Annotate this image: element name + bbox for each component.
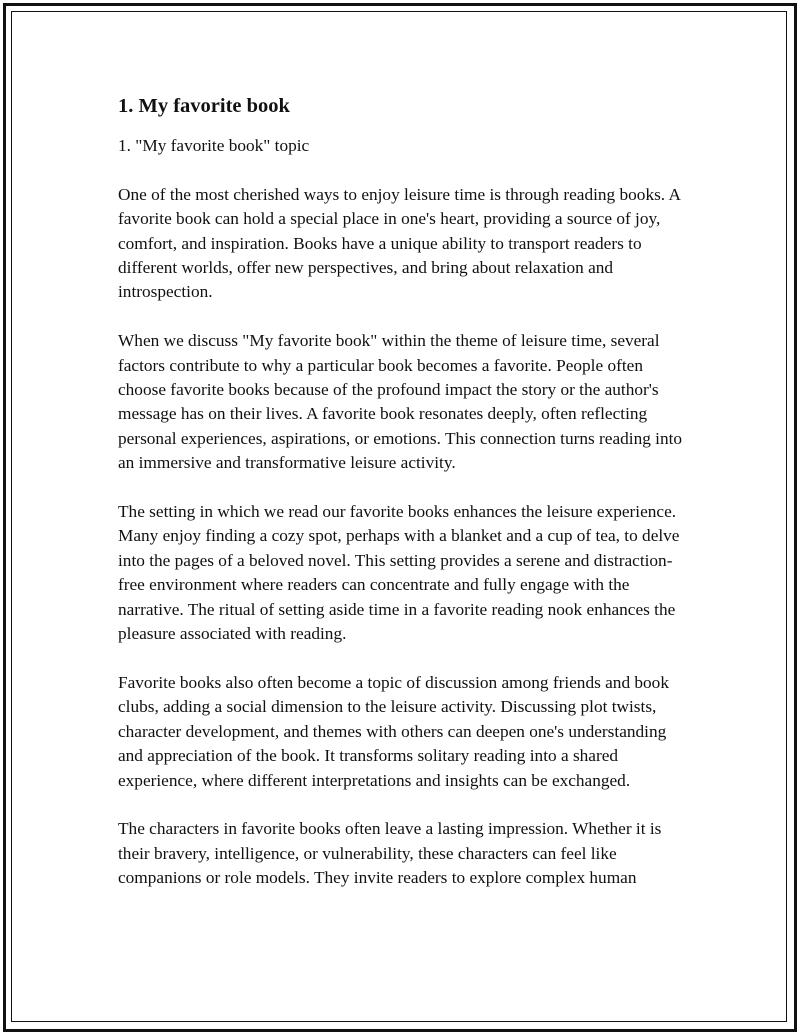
paragraph-5: The characters in favorite books often leave a lasting impression. Whether it is their bravery, intelligence, or vulnerability, these characters can feel like companions or role models. They invite readers to explore complex human (118, 819, 662, 888)
paragraph-4: Favorite books also often become a topic of discussion among friends and book clubs, adding a social dimension to the leisure activity. Discussing plot twists, character development, and themes with others can deepen one's understanding and appreciation of the book. It transforms solitary reading into a shared experience, where different interpretations and insights can be exchanged. (118, 672, 669, 790)
paragraph-2: When we discuss "My favorite book" within the theme of leisure time, several factors contribute to why a particular book becomes a favorite. People often choose favorite books because of the profound impact the story or the author's message has on their lives. A favorite book resonates deeply, often reflecting personal experiences, aspirations, or emotions. This connection turns reading into an immersive and transformative leisure activity. (118, 331, 683, 473)
document-body (118, 92, 688, 891)
paragraph-1: One of the most cherished ways to enjoy leisure time is through reading books. A favorite book can hold a special place in one's heart, providing a source of joy, comfort, and inspiration. Books have a unique ability to transport readers to different worlds, offer new perspectives, and bring about relaxation and introspection. (118, 184, 681, 302)
paragraph-3: The setting in which we read our favorite books enhances the leisure experience. Many enjoy finding a cozy spot, perhaps with a blanket and a cup of tea, to delve into the pages of a beloved novel. This setting provides a serene and distraction-free environment where readers can concentrate and fully engage with the narrative. The ritual of setting aside time in a favorite reading nook enhances the pleasure associated with reading. (118, 502, 680, 644)
document-subtitle: 1. "My favorite book" topic (118, 136, 310, 155)
document-title: 1. My favorite book (118, 95, 290, 117)
